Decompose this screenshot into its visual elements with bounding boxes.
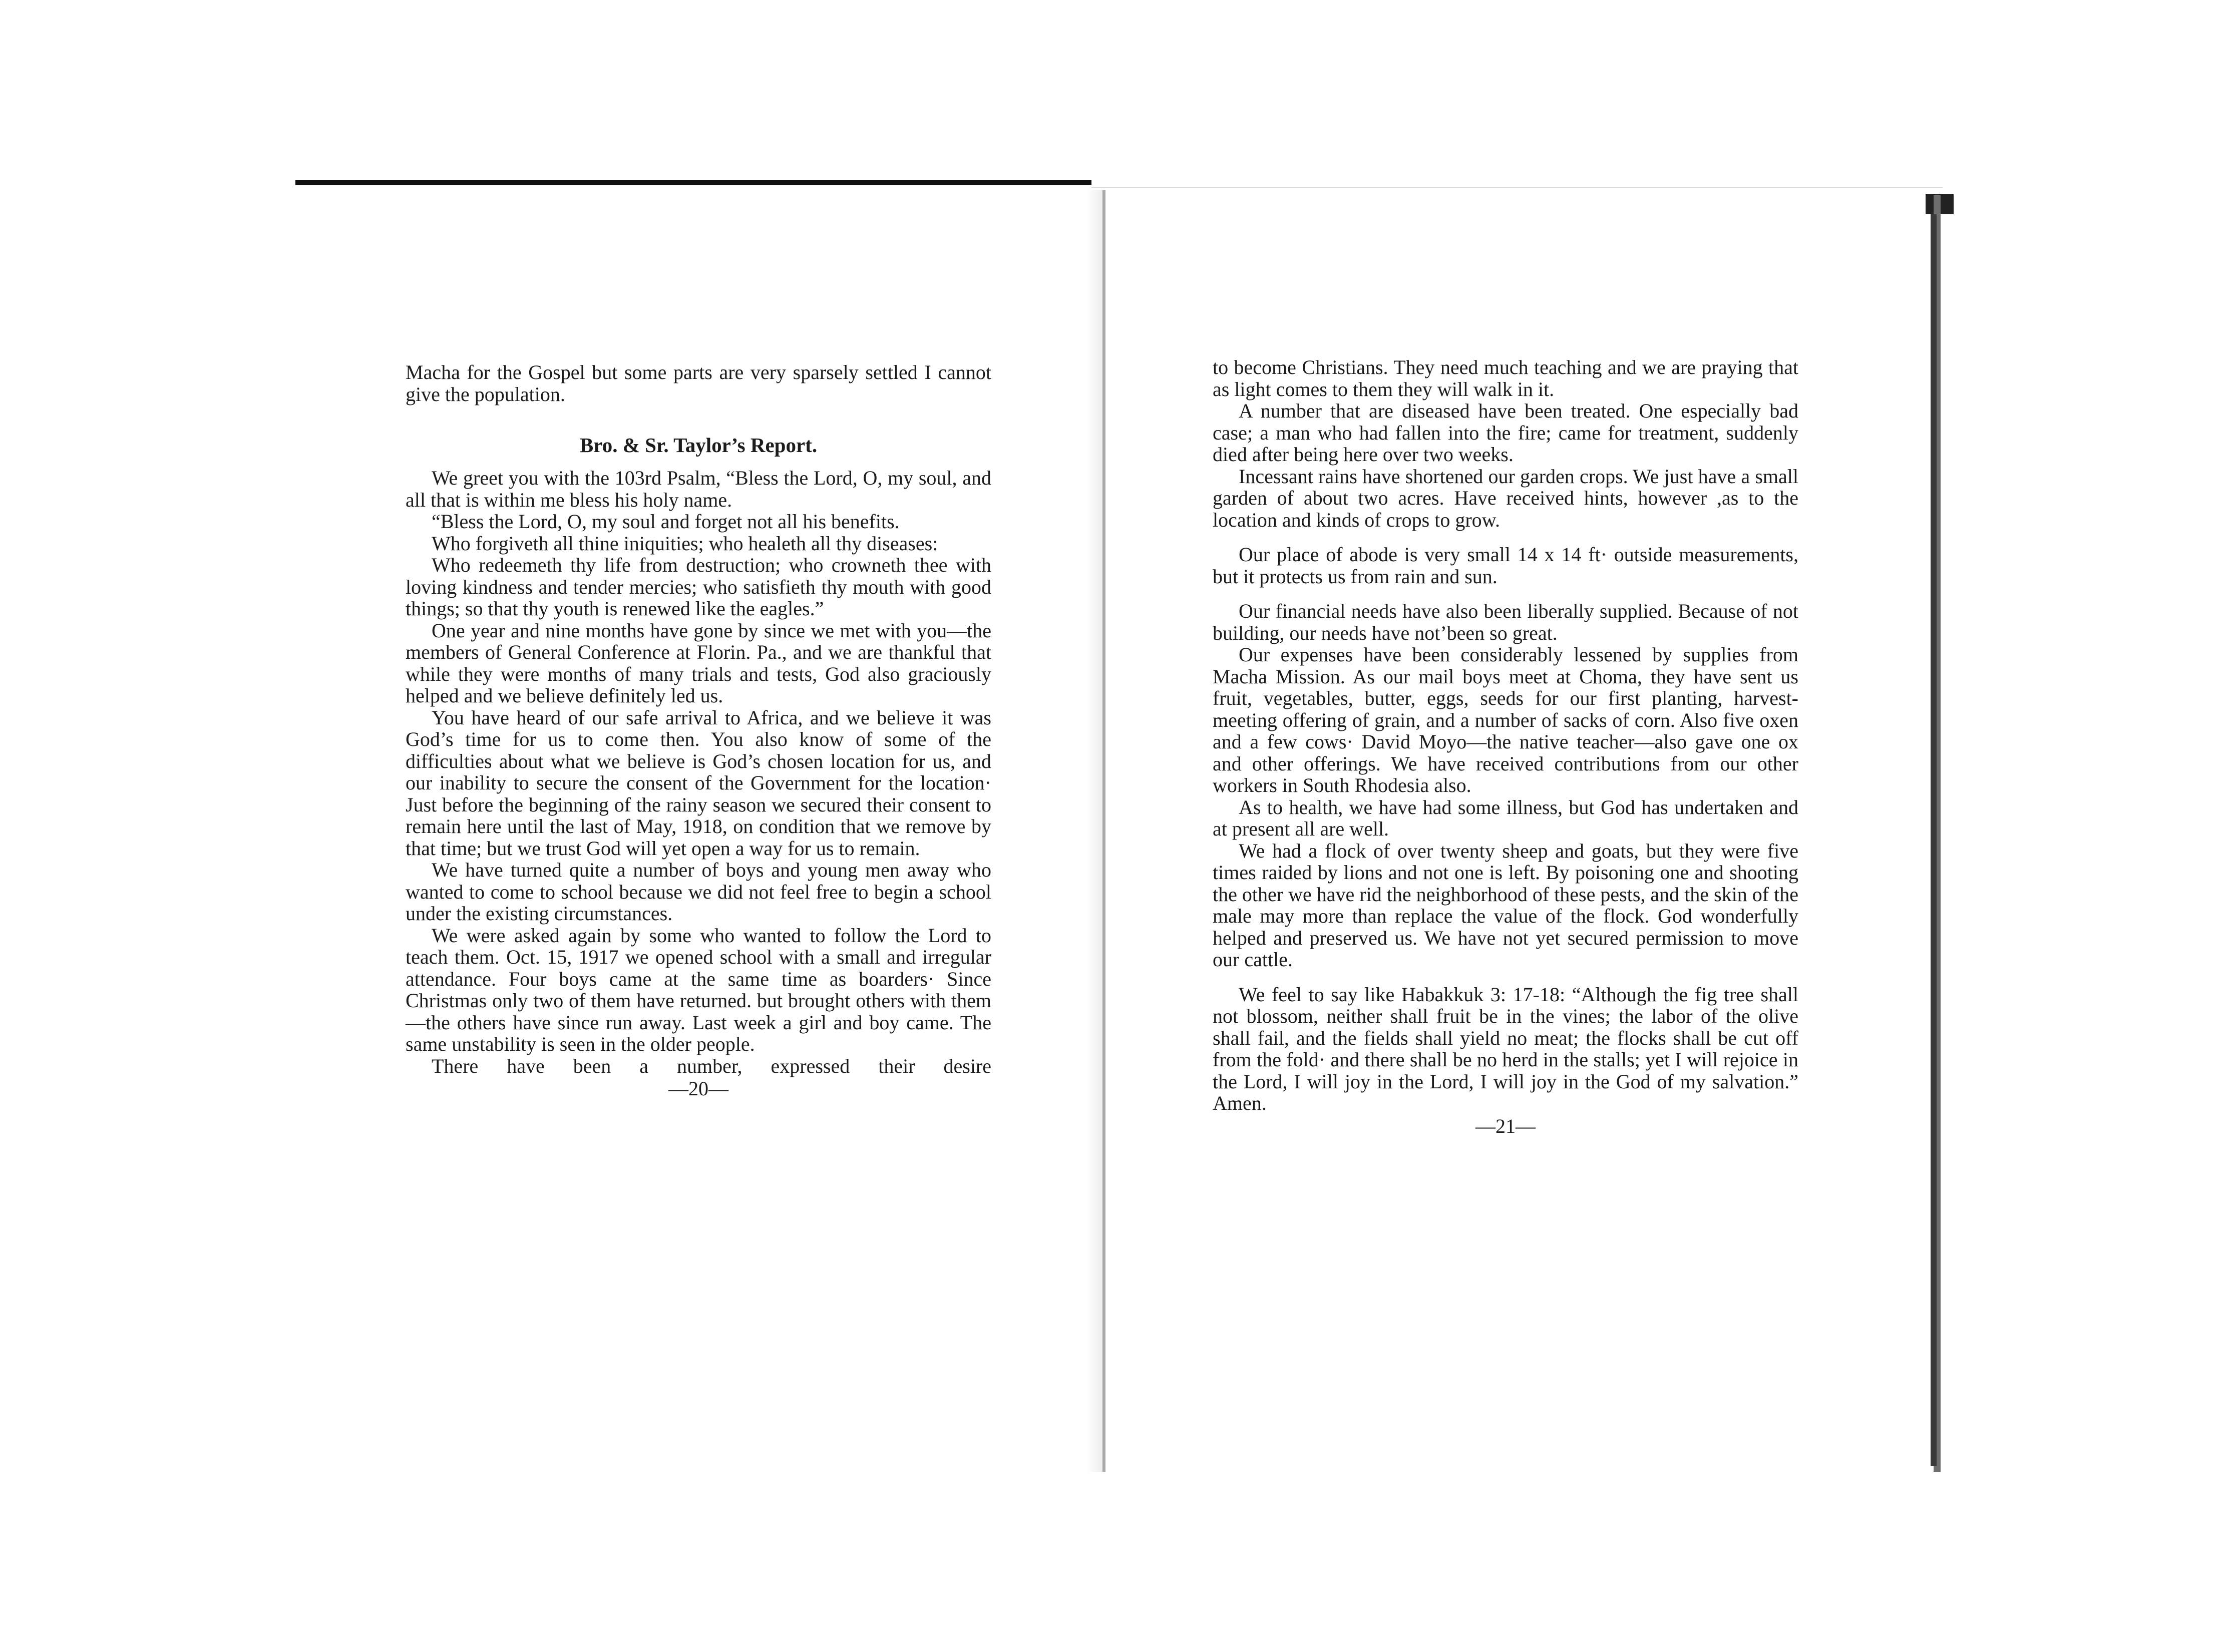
left-paragraph: We have turned quite a number of boys and young men away who wanted to come to school because we did not feel free to begin a school under the existing circumstances. — [406, 859, 991, 925]
right-paragraph: Our place of abode is very small 14 x 14 ft· outside measurements, but it protects us from rain and sun. — [1213, 543, 1798, 588]
left-page — [406, 361, 991, 1100]
gutter-shadow — [1086, 190, 1102, 1472]
right-opening-paragraph: to become Christians. They need much teaching and we are praying that as light comes to them they will walk in it. — [1213, 356, 1798, 400]
page-edge-shadow — [1931, 214, 1937, 1466]
right-page — [1213, 356, 1798, 1137]
right-paragraph: A number that are diseased have been treated. One especially bad case; a man who had fallen into the fire; came for treatment, suddenly died after being here over two weeks. — [1213, 399, 1798, 466]
left-paragraph: We greet you with the 103rd Psalm, “Bless the Lord, O, my soul, and all that is within me bless his holy name. — [406, 467, 991, 511]
top-rule-faint — [1091, 187, 1943, 188]
page-number-left: —20— — [668, 1077, 728, 1100]
left-paragraph: You have heard of our safe arrival to Africa, and we believe it was God’s time for us to come then. You also know of some of the difficulties about what we believe is God’s chosen location for us, and our inability to secure the consent of the Government for the location· Just before the beginning of the rainy season we secured their consent to remain here until the last of May, 1918, on condition that we remove by that time; but we trust God will yet open a way for us to remain. — [406, 706, 991, 860]
right-paragraph: Our expenses have been considerably lessened by supplies from Macha Mission. As our mail boys meet at Choma, they have sent us fruit, vegetables, butter, eggs, seeds for our first planting, harvest-meeting offering of grain, and a number of sacks of corn. Also five oxen and a few cows· David Moyo—the native teacher—also gave one ox and other offerings. We have received contributions from our other workers in South Rhodesia also. — [1213, 643, 1798, 796]
top-rule — [295, 180, 1091, 185]
book-gutter — [1102, 190, 1105, 1472]
left-paragraph: “Bless the Lord, O, my soul and forget not all his benefits. — [432, 510, 900, 533]
right-paragraph: Incessant rains have shortened our garden crops. We just have a small garden of about two acres. Have received hints, however ,as to the location and kinds of crops to grow. — [1213, 465, 1798, 531]
left-paragraph: Who forgiveth all thine iniquities; who healeth all thy diseases: — [432, 532, 938, 555]
left-final-line: There have been a number, expressed their desire — [432, 1054, 991, 1077]
report-heading: Bro. & Sr. Taylor’s Report. — [579, 434, 818, 457]
left-paragraph: One year and nine months have gone by since we met with you—the members of General Conference at Florin. Pa., and we are thankful that while they were months of many trials and tests, God also graciously helped and we believe definitely led us. — [406, 619, 991, 707]
page-number-right: —21— — [1475, 1114, 1536, 1137]
right-paragraph: Our financial needs have also been liberally supplied. Because of not building, our needs have not’been so great. — [1213, 600, 1798, 644]
left-paragraph: Who redeemeth thy life from destruction; who crowneth thee with loving kindness and tender mercies; who satisfieth thy mouth with good things; so that thy youth is renewed like the eagles.” — [406, 554, 991, 620]
left-opening-paragraph: Macha for the Gospel but some parts are very sparsely settled I cannot give the population. — [406, 361, 991, 405]
right-paragraph: We had a flock of over twenty sheep and goats, but they were five times raided by lions and not one is left. By poisoning one and shooting the other we have rid the neighborhood of these pests, and the skin of the male may more than replace the value of the flock. God wonderfully helped and preserved us. We have not yet secured permission to move our cattle. — [1213, 839, 1798, 971]
left-paragraph: We were asked again by some who wanted to follow the Lord to teach them. Oct. 15, 1917 we opened school with a small and irregular attendance. Four boys came at the same time as boarders· Since Christmas only two of them have returned. but brought others with them—the others have since run away. Last week a girl and boy came. The same unstability is seen in the older people. — [406, 924, 991, 1055]
right-paragraph: As to health, we have had some illness, but God has undertaken and at present all are well. — [1213, 795, 1798, 840]
right-paragraph: We feel to say like Habakkuk 3: 17-18: “Although the fig tree shall not blossom, neither shall fruit be in the vines; the labor of the olive shall fail, and the fields shall yield no meat; the flocks shall be cut off from the fold· and there shall be no herd in the stalls; yet I will rejoice in the Lord, I will joy in the Lord, I will joy in the God of my salvation.” Amen. — [1213, 983, 1798, 1114]
